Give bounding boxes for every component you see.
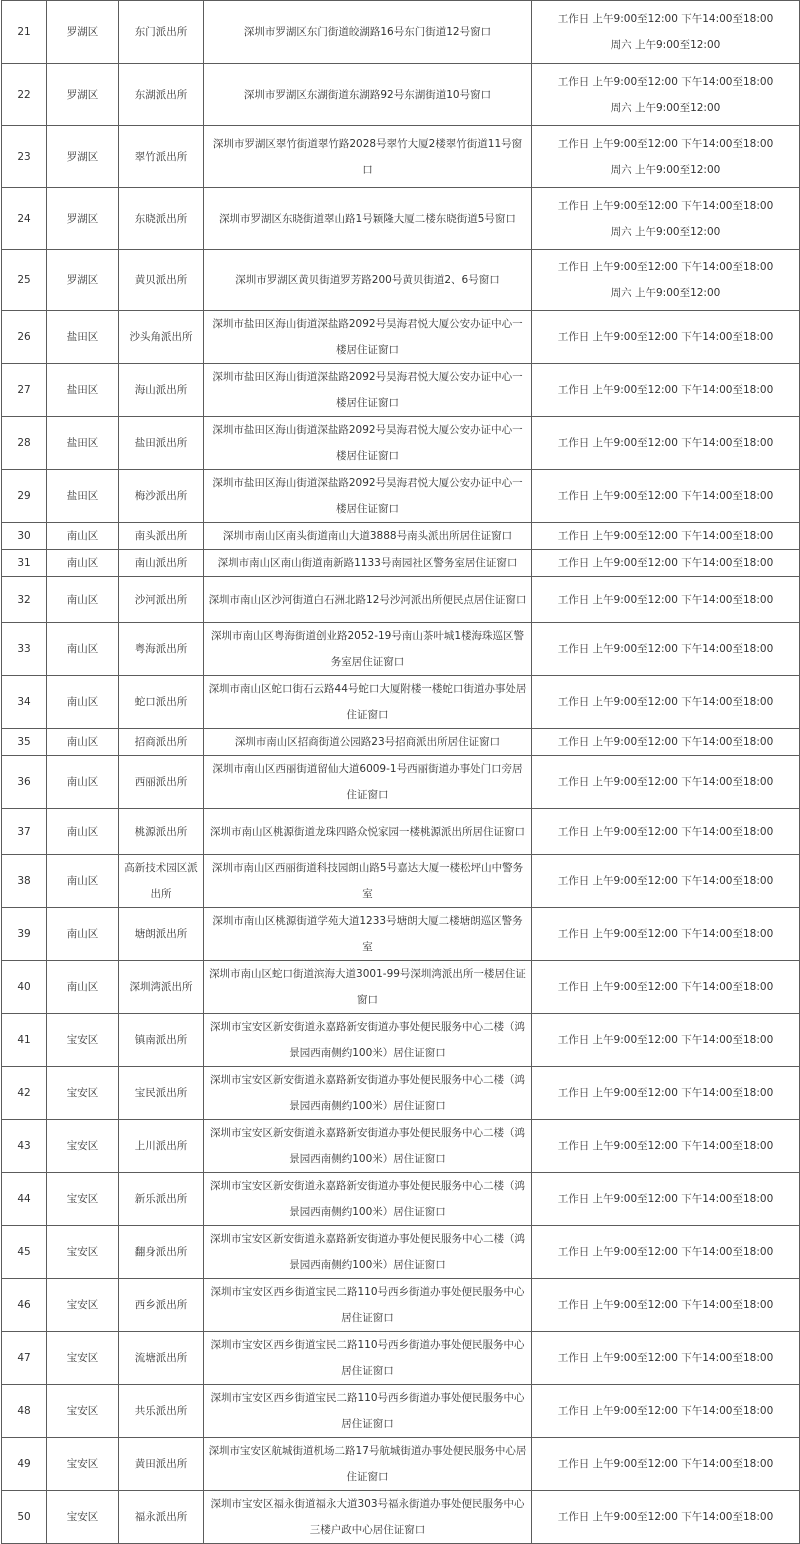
station-cell: 塘朗派出所 [119, 908, 204, 961]
table-row [2, 1385, 800, 1438]
row-number: 31 [2, 550, 47, 577]
table-body [2, 1, 800, 1544]
station-cell: 南山派出所 [119, 550, 204, 577]
table-row [2, 550, 800, 577]
hours-line: 工作日 上午9:00至12:00 下午14:00至18:00 [557, 199, 774, 212]
table-row [2, 729, 800, 756]
district-cell: 南山区 [47, 855, 119, 908]
district-cell: 宝安区 [47, 1491, 119, 1544]
hours-line: 工作日 上午9:00至12:00 下午14:00至18:00 [557, 928, 774, 940]
district-cell: 宝安区 [47, 1120, 119, 1173]
hours-line: 工作日 上午9:00至12:00 下午14:00至18:00 [557, 261, 774, 273]
hours-line: 工作日 上午9:00至12:00 下午14:00至18:00 [557, 1193, 774, 1205]
hours-line: 工作日 上午9:00至12:00 下午14:00至18:00 [557, 331, 774, 343]
address-cell: 深圳市南山区蛇口街石云路44号蛇口大厦附楼一楼蛇口街道办事处居住证窗口 [204, 676, 532, 729]
hours-line: 工作日 上午9:00至12:00 下午14:00至18:00 [557, 137, 774, 150]
table-row [2, 1120, 800, 1173]
district-cell: 罗湖区 [47, 1, 119, 64]
district-cell: 南山区 [47, 809, 119, 855]
address-cell: 深圳市南山区桃源街道龙珠四路众悦家园一楼桃源派出所居住证窗口 [204, 809, 532, 855]
district-cell: 宝安区 [47, 1226, 119, 1279]
row-number: 43 [2, 1120, 47, 1173]
hours-line: 工作日 上午9:00至12:00 下午14:00至18:00 [557, 696, 774, 708]
hours-cell [532, 1279, 800, 1332]
district-cell: 宝安区 [47, 1173, 119, 1226]
row-number: 44 [2, 1173, 47, 1226]
row-number: 34 [2, 676, 47, 729]
row-number: 35 [2, 729, 47, 756]
district-cell: 宝安区 [47, 1014, 119, 1067]
hours-cell [532, 908, 800, 961]
address-cell: 深圳市宝安区新安街道永嘉路新安街道办事处便民服务中心二楼（鸿景园西南侧约100米）居住证窗口 [204, 1014, 532, 1067]
hours-cell [532, 1, 800, 64]
row-number: 28 [2, 417, 47, 470]
row-number: 25 [2, 250, 47, 311]
row-number: 48 [2, 1385, 47, 1438]
hours-cell [532, 1226, 800, 1279]
table-row [2, 311, 800, 364]
row-number: 42 [2, 1067, 47, 1120]
row-number: 40 [2, 961, 47, 1014]
hours-line: 工作日 上午9:00至12:00 下午14:00至18:00 [557, 736, 774, 748]
table-row [2, 1, 800, 64]
station-table [1, 0, 800, 1544]
district-cell: 南山区 [47, 729, 119, 756]
district-cell: 罗湖区 [47, 126, 119, 188]
address-cell: 深圳市南山区沙河街道白石洲北路12号沙河派出所便民点居住证窗口 [204, 577, 532, 623]
hours-line: 工作日 上午9:00至12:00 下午14:00至18:00 [557, 593, 774, 606]
station-cell: 东湖派出所 [119, 64, 204, 126]
station-cell: 招商派出所 [119, 729, 204, 756]
hours-line: 工作日 上午9:00至12:00 下午14:00至18:00 [557, 776, 774, 788]
hours-cell [532, 250, 800, 311]
hours-line: 工作日 上午9:00至12:00 下午14:00至18:00 [557, 1087, 774, 1099]
table-row [2, 1226, 800, 1279]
address-cell: 深圳市罗湖区东门街道皎湖路16号东门街道12号窗口 [204, 1, 532, 64]
hours-cell [532, 961, 800, 1014]
district-cell: 宝安区 [47, 1438, 119, 1491]
hours-line: 周六 上午9:00至12:00 [610, 39, 721, 51]
district-cell: 南山区 [47, 523, 119, 550]
table-row [2, 1014, 800, 1067]
hours-cell [532, 64, 800, 126]
row-number: 33 [2, 623, 47, 676]
district-cell: 南山区 [47, 756, 119, 809]
station-cell: 黄贝派出所 [119, 250, 204, 311]
address-cell: 深圳市宝安区西乡街道宝民二路110号西乡街道办事处便民服务中心居住证窗口 [204, 1279, 532, 1332]
district-cell: 盐田区 [47, 470, 119, 523]
address-cell: 深圳市盐田区海山街道深盐路2092号昊海君悦大厦公安办证中心一楼居住证窗口 [204, 417, 532, 470]
hours-line: 周六 上午9:00至12:00 [610, 287, 721, 299]
address-cell: 深圳市盐田区海山街道深盐路2092号昊海君悦大厦公安办证中心一楼居住证窗口 [204, 470, 532, 523]
hours-cell [532, 417, 800, 470]
address-cell: 深圳市罗湖区翠竹街道翠竹路2028号翠竹大厦2楼翠竹街道11号窗口 [204, 126, 532, 188]
district-cell: 宝安区 [47, 1332, 119, 1385]
address-cell: 深圳市宝安区新安街道永嘉路新安街道办事处便民服务中心二楼（鸿景园西南侧约100米）居住证窗口 [204, 1120, 532, 1173]
station-cell: 盐田派出所 [119, 417, 204, 470]
hours-line: 工作日 上午9:00至12:00 下午14:00至18:00 [557, 384, 774, 396]
station-cell: 西丽派出所 [119, 756, 204, 809]
hours-line: 工作日 上午9:00至12:00 下午14:00至18:00 [557, 643, 774, 655]
district-cell: 南山区 [47, 550, 119, 577]
station-cell: 东门派出所 [119, 1, 204, 64]
row-number: 46 [2, 1279, 47, 1332]
district-cell: 罗湖区 [47, 64, 119, 126]
hours-cell [532, 756, 800, 809]
station-cell: 粤海派出所 [119, 623, 204, 676]
table-row [2, 577, 800, 623]
hours-cell [532, 470, 800, 523]
row-number: 27 [2, 364, 47, 417]
address-cell: 深圳市南山区招商街道公园路23号招商派出所居住证窗口 [204, 729, 532, 756]
row-number: 39 [2, 908, 47, 961]
address-cell: 深圳市宝安区新安街道永嘉路新安街道办事处便民服务中心二楼（鸿景园西南侧约100米）居住证窗口 [204, 1173, 532, 1226]
hours-line: 工作日 上午9:00至12:00 下午14:00至18:00 [557, 1405, 774, 1417]
table-row [2, 470, 800, 523]
row-number: 50 [2, 1491, 47, 1544]
table-row [2, 126, 800, 188]
hours-cell [532, 809, 800, 855]
address-cell: 深圳市南山区南头街道南山大道3888号南头派出所居住证窗口 [204, 523, 532, 550]
address-cell: 深圳市罗湖区黄贝街道罗芳路200号黄贝街道2、6号窗口 [204, 250, 532, 311]
row-number: 30 [2, 523, 47, 550]
district-cell: 南山区 [47, 676, 119, 729]
district-cell: 南山区 [47, 908, 119, 961]
district-cell: 宝安区 [47, 1067, 119, 1120]
hours-cell [532, 1438, 800, 1491]
hours-cell [532, 729, 800, 756]
hours-line: 工作日 上午9:00至12:00 下午14:00至18:00 [557, 1511, 774, 1523]
row-number: 23 [2, 126, 47, 188]
station-cell: 翻身派出所 [119, 1226, 204, 1279]
row-number: 45 [2, 1226, 47, 1279]
address-cell: 深圳市南山区桃源街道学苑大道1233号塘朗大厦二楼塘朗巡区警务室 [204, 908, 532, 961]
hours-line: 工作日 上午9:00至12:00 下午14:00至18:00 [557, 490, 774, 502]
hours-cell [532, 550, 800, 577]
table-row [2, 250, 800, 311]
station-cell: 福永派出所 [119, 1491, 204, 1544]
table-row [2, 188, 800, 250]
district-cell: 盐田区 [47, 417, 119, 470]
hours-cell [532, 855, 800, 908]
table-row [2, 417, 800, 470]
table-row [2, 1067, 800, 1120]
table-row [2, 523, 800, 550]
table-row [2, 908, 800, 961]
station-cell: 蛇口派出所 [119, 676, 204, 729]
address-cell: 深圳市罗湖区东晓街道翠山路1号颖隆大厦二楼东晓街道5号窗口 [204, 188, 532, 250]
hours-line: 工作日 上午9:00至12:00 下午14:00至18:00 [557, 1352, 774, 1364]
station-cell: 高新技术园区派出所 [119, 855, 204, 908]
hours-line: 周六 上午9:00至12:00 [610, 163, 721, 176]
address-cell: 深圳市南山区西丽街道留仙大道6009-1号西丽街道办事处门口旁居住证窗口 [204, 756, 532, 809]
table-row [2, 1438, 800, 1491]
hours-line: 工作日 上午9:00至12:00 下午14:00至18:00 [557, 530, 774, 542]
station-cell: 新乐派出所 [119, 1173, 204, 1226]
hours-line: 工作日 上午9:00至12:00 下午14:00至18:00 [557, 875, 774, 887]
hours-cell [532, 311, 800, 364]
hours-cell [532, 1120, 800, 1173]
district-cell: 罗湖区 [47, 250, 119, 311]
hours-line: 工作日 上午9:00至12:00 下午14:00至18:00 [557, 1458, 774, 1470]
row-number: 41 [2, 1014, 47, 1067]
hours-cell [532, 623, 800, 676]
address-cell: 深圳市宝安区航城街道机场二路17号航城街道办事处便民服务中心居住证窗口 [204, 1438, 532, 1491]
station-cell: 东晓派出所 [119, 188, 204, 250]
station-cell: 翠竹派出所 [119, 126, 204, 188]
table-row [2, 676, 800, 729]
district-cell: 宝安区 [47, 1279, 119, 1332]
hours-cell [532, 1491, 800, 1544]
district-cell: 南山区 [47, 623, 119, 676]
hours-cell [532, 364, 800, 417]
hours-line: 工作日 上午9:00至12:00 下午14:00至18:00 [557, 557, 774, 569]
hours-line: 工作日 上午9:00至12:00 下午14:00至18:00 [557, 1246, 774, 1258]
hours-line: 工作日 上午9:00至12:00 下午14:00至18:00 [557, 1299, 774, 1311]
hours-line: 工作日 上午9:00至12:00 下午14:00至18:00 [557, 437, 774, 449]
address-cell: 深圳市南山区南山街道南新路1133号南园社区警务室居住证窗口 [204, 550, 532, 577]
table-row [2, 961, 800, 1014]
row-number: 24 [2, 188, 47, 250]
hours-cell [532, 126, 800, 188]
row-number: 47 [2, 1332, 47, 1385]
hours-line: 工作日 上午9:00至12:00 下午14:00至18:00 [557, 825, 774, 838]
table-row [2, 623, 800, 676]
station-cell: 上川派出所 [119, 1120, 204, 1173]
station-cell: 宝民派出所 [119, 1067, 204, 1120]
hours-cell [532, 676, 800, 729]
address-cell: 深圳市宝安区新安街道永嘉路新安街道办事处便民服务中心二楼（鸿景园西南侧约100米）居住证窗口 [204, 1226, 532, 1279]
district-cell: 南山区 [47, 577, 119, 623]
district-cell: 盐田区 [47, 311, 119, 364]
station-cell: 镇南派出所 [119, 1014, 204, 1067]
station-cell: 桃源派出所 [119, 809, 204, 855]
hours-cell [532, 1014, 800, 1067]
address-cell: 深圳市宝安区新安街道永嘉路新安街道办事处便民服务中心二楼（鸿景园西南侧约100米）居住证窗口 [204, 1067, 532, 1120]
address-cell: 深圳市宝安区西乡街道宝民二路110号西乡街道办事处便民服务中心居住证窗口 [204, 1332, 532, 1385]
table-row [2, 1491, 800, 1544]
address-cell: 深圳市南山区粤海街道创业路2052-19号南山茶叶城1楼海珠巡区警务室居住证窗口 [204, 623, 532, 676]
address-cell: 深圳市宝安区西乡街道宝民二路110号西乡街道办事处便民服务中心居住证窗口 [204, 1385, 532, 1438]
table-row [2, 756, 800, 809]
row-number: 37 [2, 809, 47, 855]
table-row [2, 1279, 800, 1332]
row-number: 29 [2, 470, 47, 523]
row-number: 22 [2, 64, 47, 126]
table-row [2, 64, 800, 126]
hours-cell [532, 1385, 800, 1438]
hours-cell [532, 1332, 800, 1385]
station-cell: 共乐派出所 [119, 1385, 204, 1438]
hours-line: 工作日 上午9:00至12:00 下午14:00至18:00 [557, 1034, 774, 1046]
station-cell: 流塘派出所 [119, 1332, 204, 1385]
row-number: 26 [2, 311, 47, 364]
row-number: 36 [2, 756, 47, 809]
address-cell: 深圳市宝安区福永街道福永大道303号福永街道办事处便民服务中心三楼户政中心居住证窗口 [204, 1491, 532, 1544]
station-cell: 沙河派出所 [119, 577, 204, 623]
district-cell: 南山区 [47, 961, 119, 1014]
table-row [2, 855, 800, 908]
address-cell: 深圳市南山区西丽街道科技园朗山路5号嘉达大厦一楼松坪山中警务室 [204, 855, 532, 908]
hours-cell [532, 188, 800, 250]
address-cell: 深圳市盐田区海山街道深盐路2092号昊海君悦大厦公安办证中心一楼居住证窗口 [204, 364, 532, 417]
hours-line: 周六 上午9:00至12:00 [610, 225, 721, 238]
hours-cell [532, 1067, 800, 1120]
station-cell: 沙头角派出所 [119, 311, 204, 364]
row-number: 32 [2, 577, 47, 623]
district-cell: 宝安区 [47, 1385, 119, 1438]
station-cell: 海山派出所 [119, 364, 204, 417]
station-cell: 深圳湾派出所 [119, 961, 204, 1014]
row-number: 38 [2, 855, 47, 908]
hours-line: 工作日 上午9:00至12:00 下午14:00至18:00 [557, 1140, 774, 1152]
hours-cell [532, 523, 800, 550]
station-cell: 黄田派出所 [119, 1438, 204, 1491]
station-cell: 西乡派出所 [119, 1279, 204, 1332]
hours-line: 工作日 上午9:00至12:00 下午14:00至18:00 [557, 981, 774, 993]
table-row [2, 1332, 800, 1385]
district-cell: 罗湖区 [47, 188, 119, 250]
address-cell: 深圳市南山区蛇口街道滨海大道3001-99号深圳湾派出所一楼居住证窗口 [204, 961, 532, 1014]
address-cell: 深圳市盐田区海山街道深盐路2092号昊海君悦大厦公安办证中心一楼居住证窗口 [204, 311, 532, 364]
table-row [2, 364, 800, 417]
hours-cell [532, 577, 800, 623]
row-number: 49 [2, 1438, 47, 1491]
hours-line: 工作日 上午9:00至12:00 下午14:00至18:00 [557, 75, 774, 88]
district-cell: 盐田区 [47, 364, 119, 417]
hours-cell [532, 1173, 800, 1226]
station-cell: 南头派出所 [119, 523, 204, 550]
row-number: 21 [2, 1, 47, 64]
table-row [2, 1173, 800, 1226]
station-cell: 梅沙派出所 [119, 470, 204, 523]
hours-line: 工作日 上午9:00至12:00 下午14:00至18:00 [557, 13, 774, 25]
table-row [2, 809, 800, 855]
address-cell: 深圳市罗湖区东湖街道东湖路92号东湖街道10号窗口 [204, 64, 532, 126]
hours-line: 周六 上午9:00至12:00 [610, 101, 721, 114]
